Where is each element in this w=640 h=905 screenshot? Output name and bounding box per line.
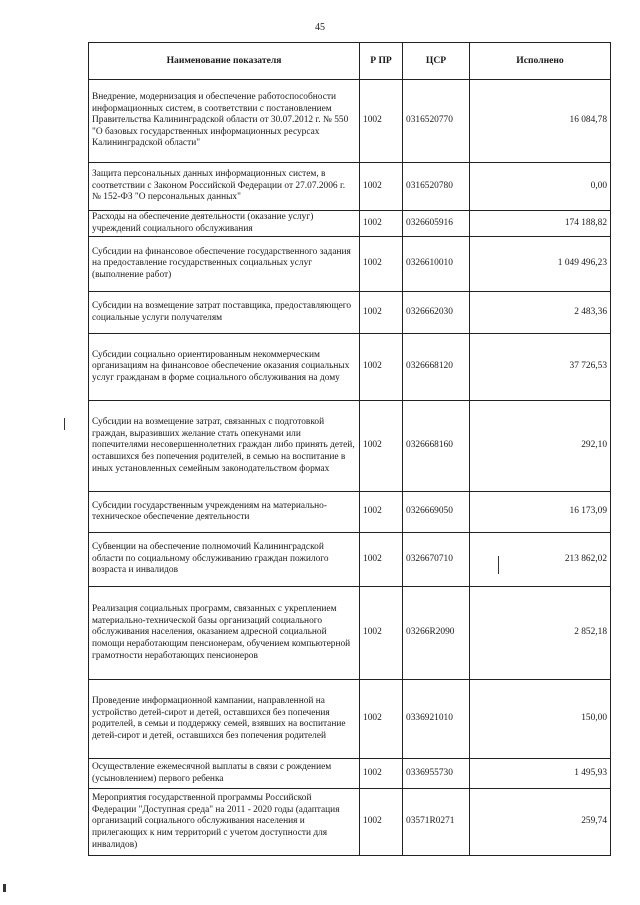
indicator-name: Субсидии на возмещение затрат поставщика, предоставляющего социальные услуги получателям <box>89 292 360 334</box>
target-article-code: 03571R0271 <box>403 789 470 856</box>
executed-amount: 1 049 496,23 <box>470 237 611 292</box>
table-row <box>89 80 611 163</box>
executed-amount: 2 483,36 <box>470 292 611 334</box>
indicator-name: Расходы на обеспечение деятельности (оказание услуг) учреждений социального обслуживания <box>89 211 360 237</box>
section-code: 1002 <box>360 334 403 401</box>
executed-amount: 213 862,02 <box>470 533 611 587</box>
table-row <box>89 401 611 492</box>
table-header-row <box>89 43 611 80</box>
page-number: 45 <box>315 22 325 33</box>
table-row <box>89 334 611 401</box>
indicator-name: Субсидии на финансовое обеспечение государственного задания на предоставление государственных социальных услуг (выполнение работ) <box>89 237 360 292</box>
target-article-code: 0336921010 <box>403 680 470 759</box>
target-article-code: 0326669050 <box>403 492 470 533</box>
executed-amount: 37 726,53 <box>470 334 611 401</box>
indicator-name: Осуществление ежемесячной выплаты в связи с рождением (усыновлением) первого ребенка <box>89 759 360 789</box>
target-article-code: 0326668160 <box>403 401 470 492</box>
header-csr: ЦСР <box>403 43 470 80</box>
section-code: 1002 <box>360 587 403 680</box>
section-code: 1002 <box>360 680 403 759</box>
indicator-name: Проведение информационной кампании, направленной на устройство детей-сирот и детей, оставшихся без попечения родителей, в семьи и поддержку семей, взявших на воспитание детей-сирот и детей, оставшихся без попечения родителей <box>89 680 360 759</box>
section-code: 1002 <box>360 759 403 789</box>
table-row <box>89 163 611 211</box>
table-row <box>89 211 611 237</box>
scan-artifact-mark <box>3 884 6 892</box>
target-article-code: 0316520770 <box>403 80 470 163</box>
indicator-name: Мероприятия государственной программы Российской Федерации "Доступная среда" на 2011 - 2020 годы (адаптация организаций социального обслуживания населения и прилегающих к ним территорий с учетом доступности для инвалидов) <box>89 789 360 856</box>
header-rpr: Р ПР <box>360 43 403 80</box>
executed-amount: 16 173,09 <box>470 492 611 533</box>
target-article-code: 0336955730 <box>403 759 470 789</box>
indicator-name: Субсидии социально ориентированным некоммерческим организациям на финансовое обеспечение оказания социальных услуг гражданам в форме социального обслуживания на дому <box>89 334 360 401</box>
target-article-code: 0326610010 <box>403 237 470 292</box>
executed-amount: 0,00 <box>470 163 611 211</box>
target-article-code: 0326670710 <box>403 533 470 587</box>
scan-artifact-mark <box>498 556 499 574</box>
executed-amount: 259,74 <box>470 789 611 856</box>
executed-amount: 2 852,18 <box>470 587 611 680</box>
section-code: 1002 <box>360 292 403 334</box>
target-article-code: 0326605916 <box>403 211 470 237</box>
indicator-name: Субсидии государственным учреждениям на материально-техническое обеспечение деятельности <box>89 492 360 533</box>
table-row <box>89 789 611 856</box>
table-row <box>89 492 611 533</box>
indicator-name: Субвенции на обеспечение полномочий Калининградской области по социальному обслуживанию граждан пожилого возраста и инвалидов <box>89 533 360 587</box>
section-code: 1002 <box>360 533 403 587</box>
table-row <box>89 533 611 587</box>
target-article-code: 0326662030 <box>403 292 470 334</box>
executed-amount: 16 084,78 <box>470 80 611 163</box>
scan-artifact-mark <box>64 418 65 430</box>
executed-amount: 292,10 <box>470 401 611 492</box>
target-article-code: 0316520780 <box>403 163 470 211</box>
header-name: Наименование показателя <box>89 43 360 80</box>
section-code: 1002 <box>360 211 403 237</box>
indicator-name: Субсидии на возмещение затрат, связанных с подготовкой граждан, выразивших желание стать опекунами или попечителями несовершеннолетних граждан либо принять детей, оставшихся без попечения родителей, в семью на воспитание в иных установленных семейным законодательством формах <box>89 401 360 492</box>
executed-amount: 174 188,82 <box>470 211 611 237</box>
section-code: 1002 <box>360 163 403 211</box>
budget-execution-table <box>88 42 611 856</box>
section-code: 1002 <box>360 401 403 492</box>
indicator-name: Реализация социальных программ, связанных с укреплением материально-технической базы организаций социального обслуживания населения, оказанием адресной социальной помощи неработающим пенсионерам, обучением компьютерной грамотности неработающих пенсионеров <box>89 587 360 680</box>
table-row <box>89 680 611 759</box>
header-sum: Исполнено <box>470 43 611 80</box>
table-row <box>89 759 611 789</box>
indicator-name: Защита персональных данных информационных систем, в соответствии с Законом Российской Федерации от 27.07.2006 г. № 152-ФЗ "О персональных данных" <box>89 163 360 211</box>
section-code: 1002 <box>360 237 403 292</box>
section-code: 1002 <box>360 492 403 533</box>
table-row <box>89 292 611 334</box>
target-article-code: 0326668120 <box>403 334 470 401</box>
target-article-code: 03266R2090 <box>403 587 470 680</box>
executed-amount: 1 495,93 <box>470 759 611 789</box>
table-row <box>89 587 611 680</box>
indicator-name: Внедрение, модернизация и обеспечение работоспособности информационных систем, в соответствии с постановлением Правительства Калининградской области от 30.07.2012 г. № 550 "О базовых государственных информационных ресурсах Калининградской области" <box>89 80 360 163</box>
section-code: 1002 <box>360 789 403 856</box>
section-code: 1002 <box>360 80 403 163</box>
table-row <box>89 237 611 292</box>
executed-amount: 150,00 <box>470 680 611 759</box>
